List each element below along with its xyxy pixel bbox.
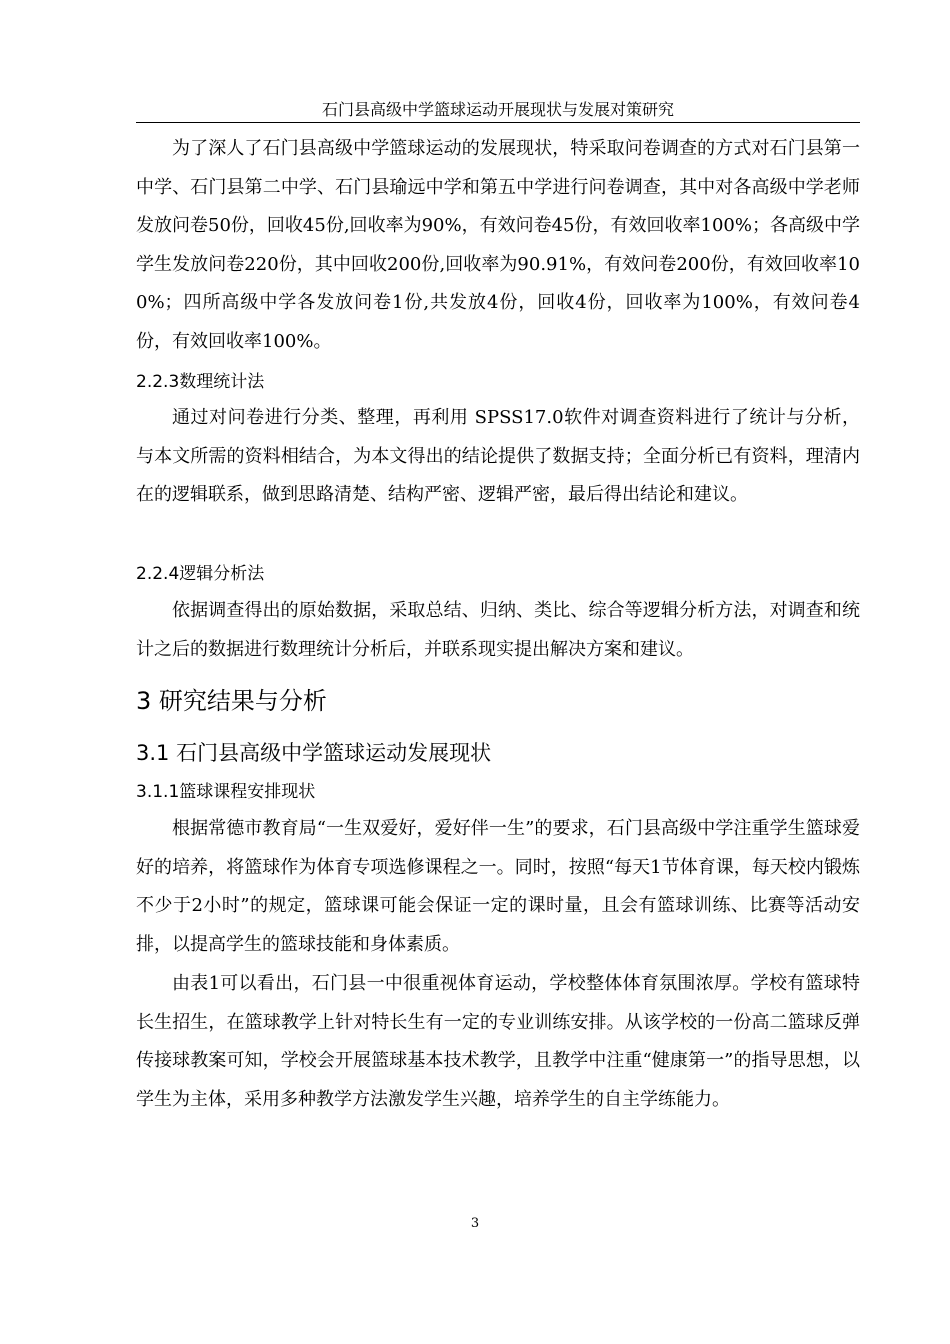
heading-3-1-1: 3.1.1篮球课程安排现状 (136, 782, 316, 802)
running-header: 石门县高级中学篮球运动开展现状与发展对策研究 (321, 100, 674, 119)
header-divider (136, 122, 860, 123)
page-number: 3 (470, 1216, 480, 1231)
heading-section-3: 3 研究结果与分析 (136, 687, 327, 715)
paragraph-table-analysis: 由表1可以看出，石门县一中很重视体育运动，学校整体体育氛围浓厚。学校有篮球特长生招生，在篮球教学上针对特长生有一定的专业训练安排。从该学校的一份高二篮球反弹传接球教案可知，学校会开展篮球基本技术教学，且教学中注重“健康第一”的指导思想，以学生为主体，采用多种教学方法激发学生兴趣，培养学生的自主学练能力。 (136, 973, 860, 1110)
paragraph-statistics-method: 通过对问卷进行分类、整理，再利用 SPSS17.0软件对调查资料进行了统计与分析，与本文所需的资料相结合，为本文得出的结论提供了数据支持；全面分析已有资料，理清内在的逻辑联系，做到思路清楚、结构严密、逻辑严密，最后得出结论和建议。 (136, 407, 860, 505)
heading-3-1: 3.1 石门县高级中学篮球运动发展现状 (136, 741, 492, 765)
heading-2-2-4: 2.2.4逻辑分析法 (136, 564, 265, 584)
heading-2-2-3: 2.2.3数理统计法 (136, 372, 265, 392)
paragraph-survey-method: 为了深人了石门县高级中学篮球运动的发展现状，特采取问卷调查的方式对石门县第一中学、石门县第二中学、石门县瑜远中学和第五中学进行问卷调查，其中对各高级中学老师发放问卷50份，回收45份,回收率为90%，有效问卷45份，有效回收率100%；各高级中学学生发放问卷220份，其中回收200份,回收率为90.91%，有效问卷200份，有效回收率100%；四所高级中学各发放问卷1份,共发放4份，回收4份，回收率为100%，有效问卷4份，有效回收率100%。 (136, 138, 860, 352)
paragraph-logic-method: 依据调查得出的原始数据，采取总结、归纳、类比、综合等逻辑分析方法，对调查和统计之后的数据进行数理统计分析后，并联系现实提出解决方案和建议。 (136, 600, 860, 660)
paragraph-course-arrangement: 根据常德市教育局“一生双爱好，爱好伴一生”的要求，石门县高级中学注重学生篮球爱好的培养，将篮球作为体育专项选修课程之一。同时，按照“每天1节体育课，每天校内锻炼不少于2小时”的规定，篮球课可能会保证一定的课时量，且会有篮球训练、比赛等活动安排，以提高学生的篮球技能和身体素质。 (136, 818, 860, 955)
